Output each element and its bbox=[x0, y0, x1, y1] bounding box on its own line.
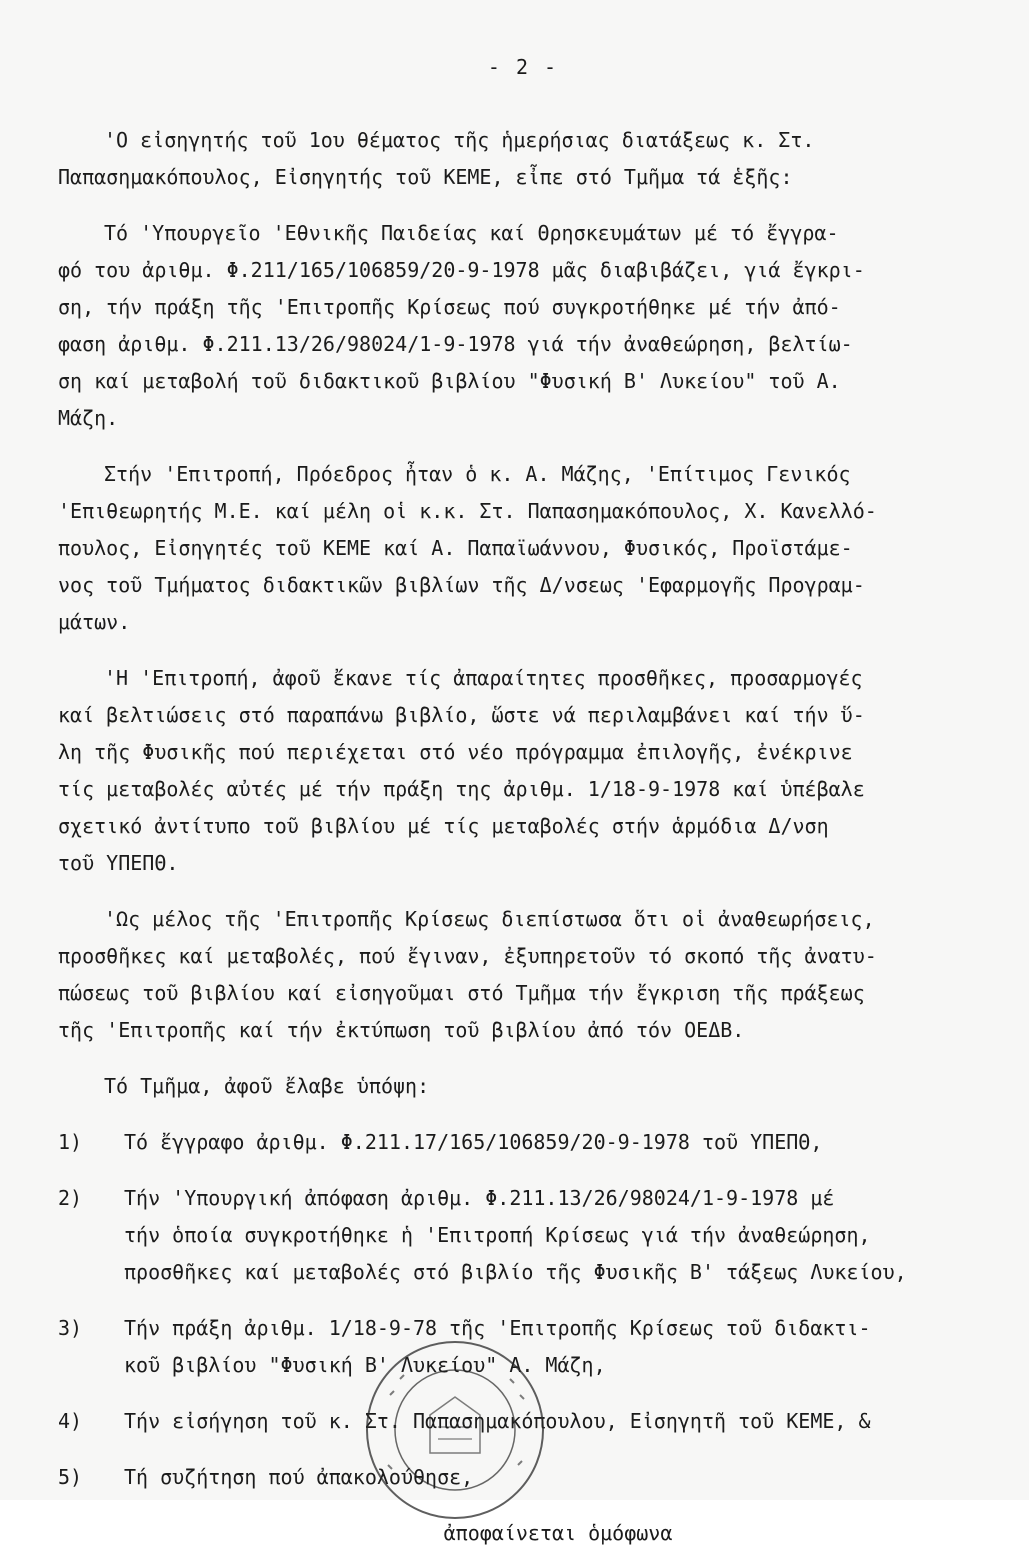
paragraph-4 bbox=[58, 660, 988, 882]
text-line: κοῦ βιβλίου "Φυσική Β' Λυκείου" Α. Μάζη, bbox=[124, 1353, 606, 1377]
text-line: προσθῆκες καί μεταβολές, πού ἔγιναν, ἐξυπηρετοῦν τό σκοπό τῆς ἀνατυ- bbox=[58, 944, 877, 968]
text-line: προσθῆκες καί μεταβολές στό βιβλίο τῆς Φυσικῆς Β' τάξεως Λυκείου, bbox=[124, 1260, 907, 1284]
list-item bbox=[58, 1124, 988, 1161]
text-line: 'Η 'Επιτροπή, ἀφοῦ ἔκανε τίς ἀπαραίτητες προσθῆκες, προσαρμογές bbox=[104, 666, 863, 690]
text-line: 'Ο εἰσηγητής τοῦ 1ου θέματος τῆς ἡμερήσιας διατάξεως κ. Στ. bbox=[104, 128, 815, 152]
text-line: πώσεως τοῦ βιβλίου καί εἰσηγοῦμαι στό Τμῆμα τήν ἔγκριση τῆς πράξεως bbox=[58, 981, 865, 1005]
text-line: πουλος, Εἰσηγητές τοῦ ΚΕΜΕ καί Α. Παπαϊωάννου, Φυσικός, Προϊστάμε- bbox=[58, 536, 853, 560]
paragraph-2 bbox=[58, 215, 988, 437]
text-line: τοῦ ΥΠΕΠΘ. bbox=[58, 851, 179, 875]
official-seal-icon bbox=[360, 1335, 550, 1525]
text-line: 'Ως μέλος τῆς 'Επιτροπῆς Κρίσεως διεπίστωσα ὅτι οἱ ἀναθεωρήσεις, bbox=[104, 907, 875, 931]
list-item-number: 3) bbox=[58, 1316, 83, 1340]
text-line: τίς μεταβολές αὐτές μέ τήν πράξη της ἀριθμ. 1/18-9-1978 καί ὑπέβαλε bbox=[58, 777, 865, 801]
list-item bbox=[58, 1180, 988, 1291]
list-item-number: 2) bbox=[58, 1186, 83, 1210]
text-line: ση, τήν πράξη τῆς 'Επιτροπῆς Κρίσεως πού συγκροτήθηκε μέ τήν ἀπό- bbox=[58, 295, 841, 319]
text-line: μάτων. bbox=[58, 610, 131, 634]
text-line: τῆς 'Επιτροπῆς καί τήν ἐκτύπωση τοῦ βιβλίου ἀπό τόν ΟΕΔΒ. bbox=[58, 1018, 745, 1042]
text-line: Παπασημακόπουλος, Εἰσηγητής τοῦ ΚΕΜΕ, εἶπε στό Τμῆμα τά ἑξῆς: bbox=[58, 165, 793, 189]
text-line: σχετικό ἀντίτυπο τοῦ βιβλίου μέ τίς μεταβολές στήν ἁρμόδια Δ/νση bbox=[58, 814, 829, 838]
text-line: καί βελτιώσεις στό παραπάνω βιβλίο, ὥστε νά περιλαμβάνει καί τήν ὕ- bbox=[58, 703, 865, 727]
text-line: Στήν 'Επιτροπή, Πρόεδρος ἦταν ὁ κ. Α. Μάζης, 'Επίτιμος Γενικός bbox=[104, 462, 851, 486]
text-line: φό του ἀριθμ. Φ.211/165/106859/20-9-1978 μᾶς διαβιβάζει, γιά ἔγκρι- bbox=[58, 258, 865, 282]
text-line: φαση ἀριθμ. Φ.211.13/26/98024/1-9-1978 γιά τήν ἀναθεώρηση, βελτίω- bbox=[58, 332, 853, 356]
paragraph-1 bbox=[58, 122, 988, 196]
document-body bbox=[58, 52, 988, 1552]
text-line: 'Επιθεωρητής Μ.Ε. καί μέλη οἱ κ.κ. Στ. Παπασημακόπουλος, Χ. Κανελλό- bbox=[58, 499, 877, 523]
text-line: Τήν εἰσήγηση τοῦ κ. Στ. Παπασημακόπουλου, Εἰσηγητῆ τοῦ ΚΕΜΕ, & bbox=[124, 1409, 871, 1433]
text-line: Τήν πράξη ἀριθμ. 1/18-9-78 τῆς 'Επιτροπῆς Κρίσεως τοῦ διδακτι- bbox=[124, 1316, 871, 1340]
text-line: τήν ὁποία συγκροτήθηκε ἡ 'Επιτροπή Κρίσεως γιά τήν ἀναθεώρηση, bbox=[124, 1223, 871, 1247]
paragraph-5 bbox=[58, 901, 988, 1049]
text-line: λη τῆς Φυσικῆς πού περιέχεται στό νέο πρόγραμμα ἐπιλογῆς, ἐνέκρινε bbox=[58, 740, 853, 764]
page-number: - 2 - bbox=[487, 55, 559, 79]
text-line: Τό 'Υπουργεῖο 'Εθνικῆς Παιδείας καί Θρησκευμάτων μέ τό ἔγγρα- bbox=[104, 221, 839, 245]
list-item-number: 5) bbox=[58, 1465, 83, 1489]
text-line: Τή συζήτηση πού ἀπακολούθησε, bbox=[124, 1465, 474, 1489]
text-line: Τό ἔγγραφο ἀριθμ. Φ.211.17/165/106859/20-9-1978 τοῦ ΥΠΕΠΘ, bbox=[124, 1130, 823, 1154]
text-line: Τό Τμῆμα, ἀφοῦ ἔλαβε ὑπόψη: bbox=[104, 1074, 430, 1098]
text-line: ση καί μεταβολή τοῦ διδακτικοῦ βιβλίου "Φυσική Β' Λυκείου" τοῦ Α. bbox=[58, 369, 841, 393]
paragraph-6 bbox=[58, 1068, 988, 1105]
closing-line: ἀποφαίνεται ὁμόφωνα bbox=[443, 1521, 673, 1545]
text-line: Μάζη. bbox=[58, 406, 119, 430]
list-item-number: 1) bbox=[58, 1130, 83, 1154]
text-line: νος τοῦ Τμήματος διδακτικῶν βιβλίων τῆς Δ/νσεως 'Εφαρμογῆς Προγραμ- bbox=[58, 573, 865, 597]
paragraph-3 bbox=[58, 456, 988, 641]
text-line: Τήν 'Υπουργική ἀπόφαση ἀριθμ. Φ.211.13/26/98024/1-9-1978 μέ bbox=[124, 1186, 835, 1210]
list-item-number: 4) bbox=[58, 1409, 83, 1433]
